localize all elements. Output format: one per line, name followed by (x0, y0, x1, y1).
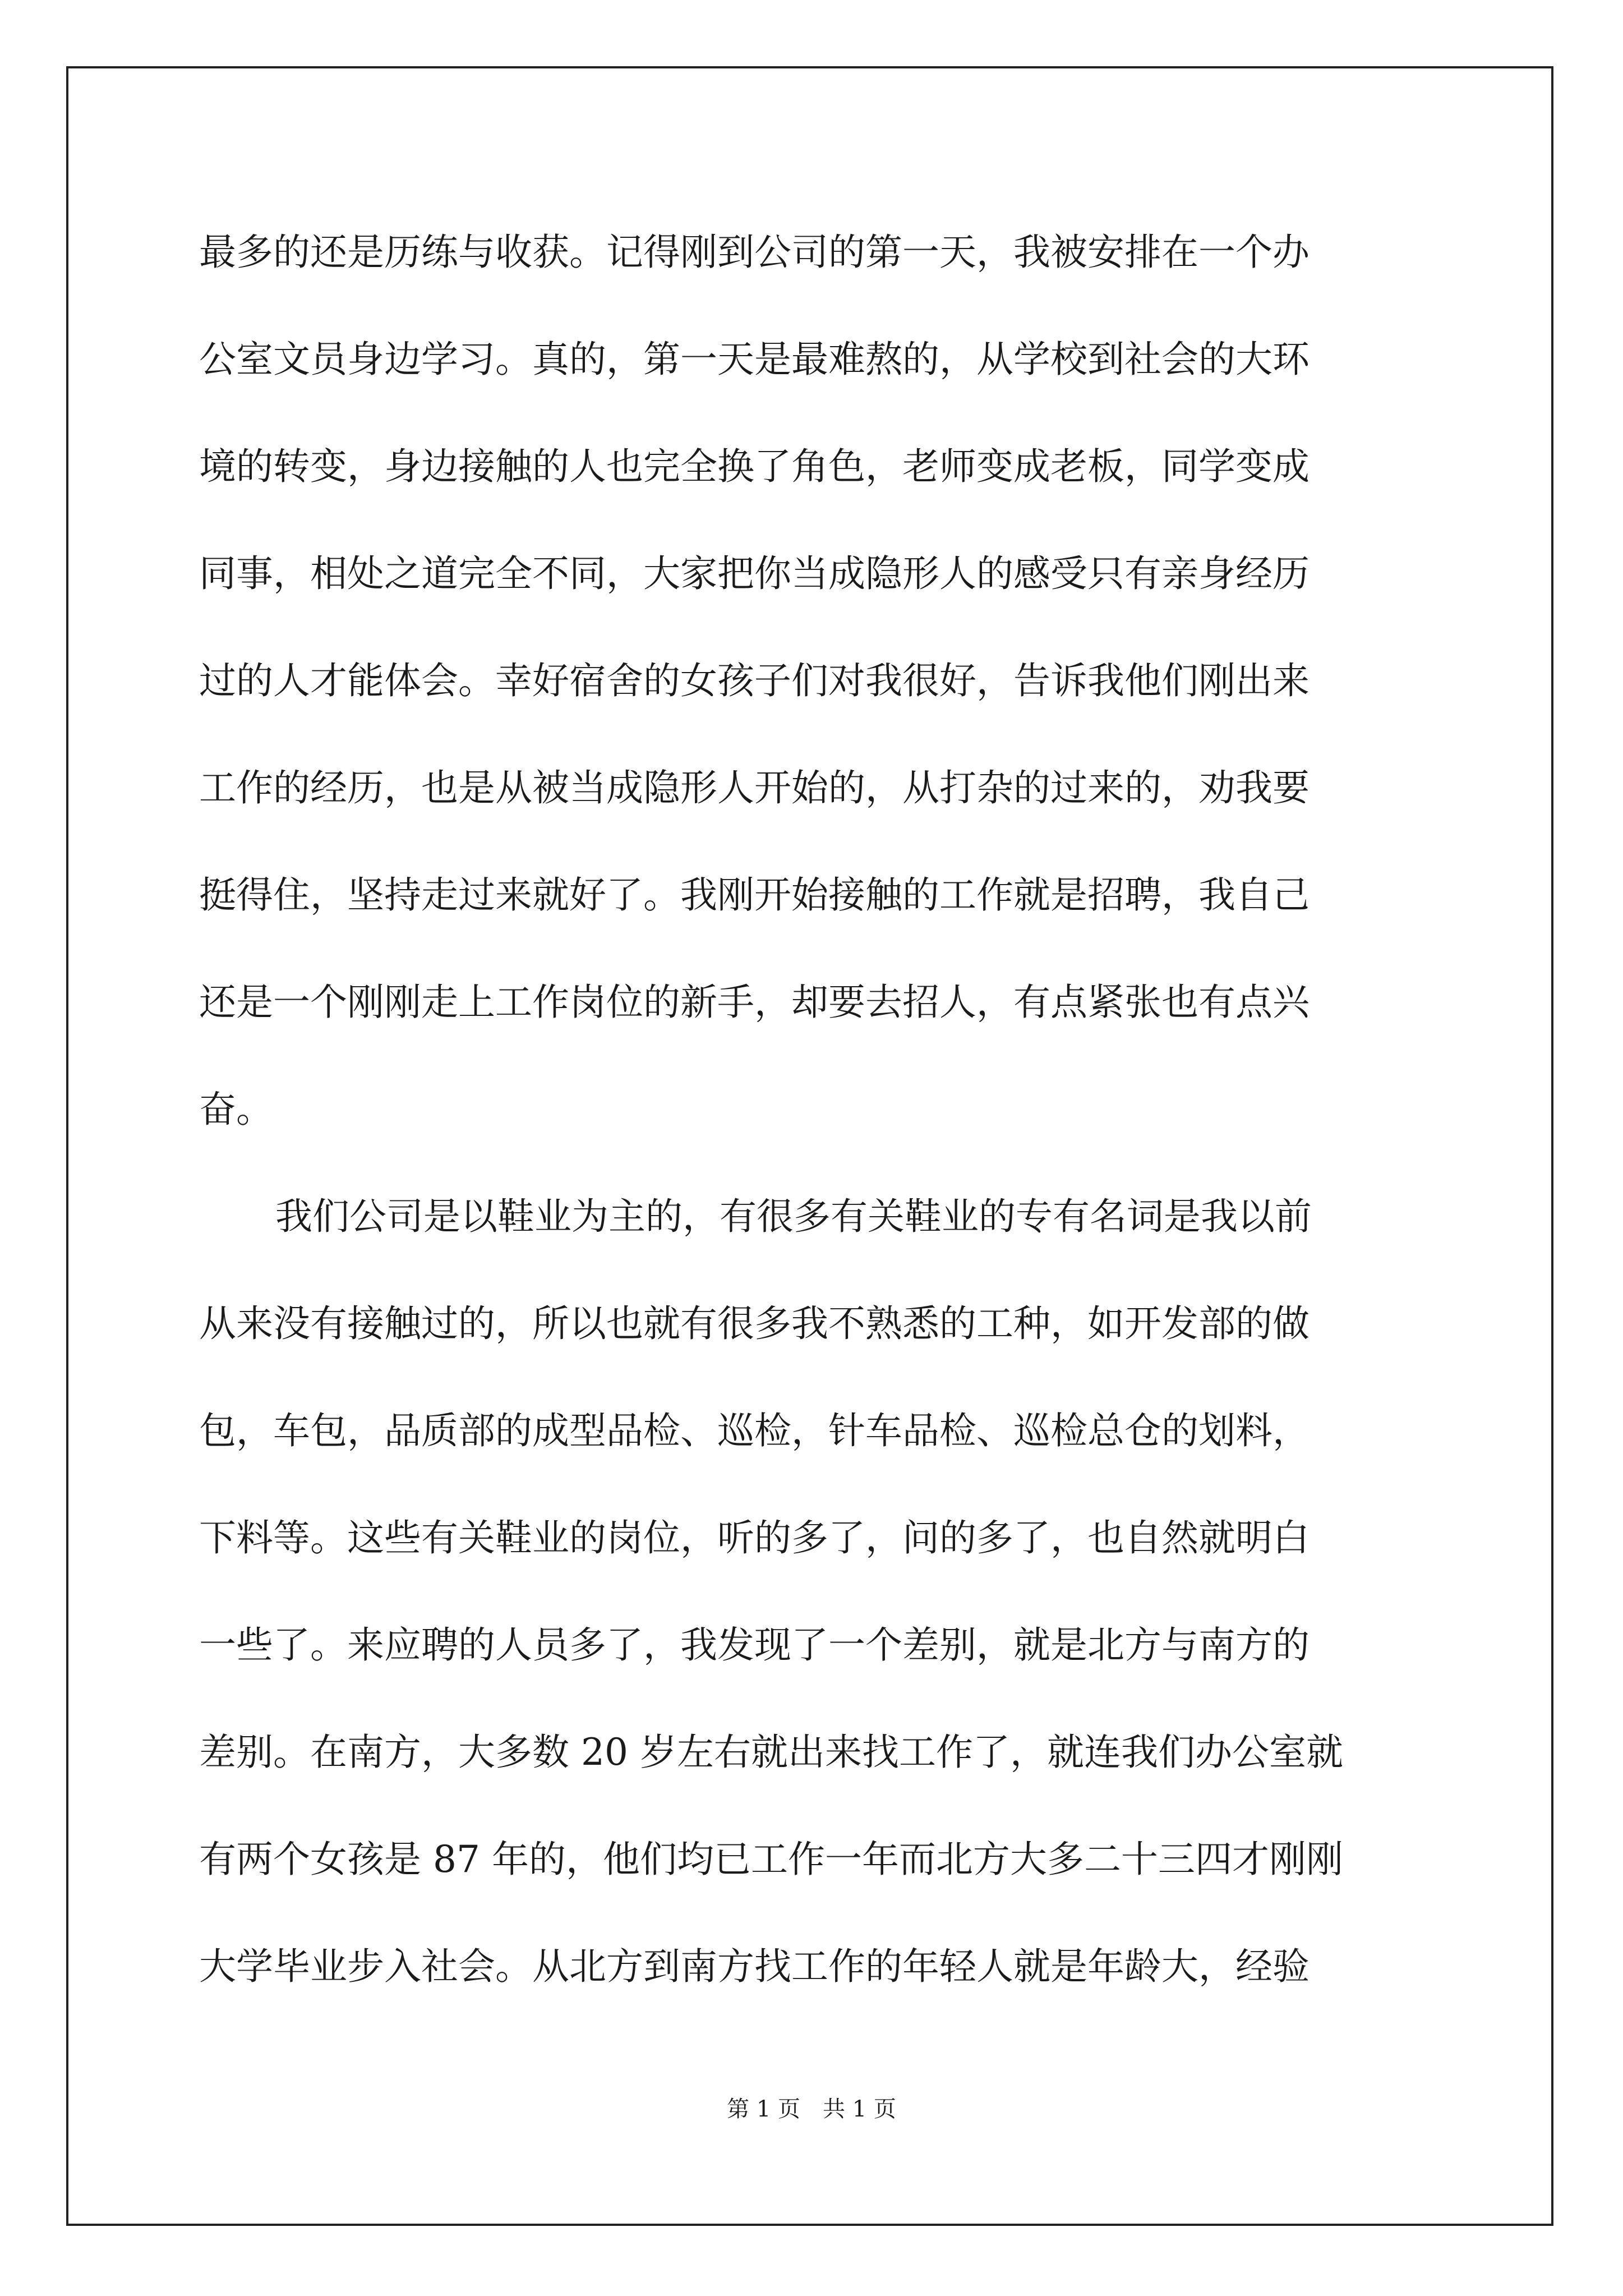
text-line: 最多的还是历练与收获。记得刚到公司的第一天，我被安排在一个办 (199, 231, 1310, 274)
text-line: 差别。在南方，大多数 20 岁左右就出来找工作了，就连我们办公室就 (199, 1731, 1343, 1774)
text-line: 境的转变，身边接触的人也完全换了角色，老师变成老板，同学变成 (199, 445, 1310, 488)
text-line: 挺得住，坚持走过来就好了。我刚开始接触的工作就是招聘，我自己 (199, 873, 1310, 917)
text-line: 大学毕业步入社会。从北方到南方找工作的年轻人就是年龄大，经验 (199, 1945, 1310, 1988)
text-line: 一些了。来应聘的人员多了，我发现了一个差别，就是北方与南方的 (199, 1623, 1310, 1667)
text-line: 公室文员身边学习。真的，第一天是最难熬的，从学校到社会的大环 (199, 338, 1310, 381)
text-line: 包，车包，品质部的成型品检、巡检，针车品检、巡检总仓的划料， (199, 1409, 1310, 1452)
text-line: 我们公司是以鞋业为主的，有很多有关鞋业的专有名词是我以前 (275, 1195, 1312, 1238)
document-body (199, 219, 1433, 2040)
text-line: 奋。 (199, 1088, 273, 1131)
text-line: 有两个女孩是 87 年的，他们均已工作一年而北方大多二十三四才刚刚 (199, 1838, 1343, 1881)
text-line: 还是一个刚刚走上工作岗位的新手，却要去招人，有点紧张也有点兴 (199, 981, 1310, 1024)
paragraph-2 (199, 1183, 1433, 2040)
text-line: 从来没有接触过的，所以也就有很多我不熟悉的工种，如开发部的做 (199, 1302, 1310, 1345)
text-line: 同事，相处之道完全不同，大家把你当成隐形人的感受只有亲身经历 (199, 552, 1310, 595)
text-line: 过的人才能体会。幸好宿舍的女孩子们对我很好，告诉我他们刚出来 (199, 659, 1310, 702)
text-line: 工作的经历，也是从被当成隐形人开始的，从打杂的过来的，劝我要 (199, 766, 1310, 809)
text-line: 下料等。这些有关鞋业的岗位，听的多了，问的多了，也自然就明白 (199, 1516, 1310, 1559)
paragraph-1 (199, 219, 1433, 1183)
page-footer: 第 1 页 共 1 页 (727, 2096, 896, 2122)
